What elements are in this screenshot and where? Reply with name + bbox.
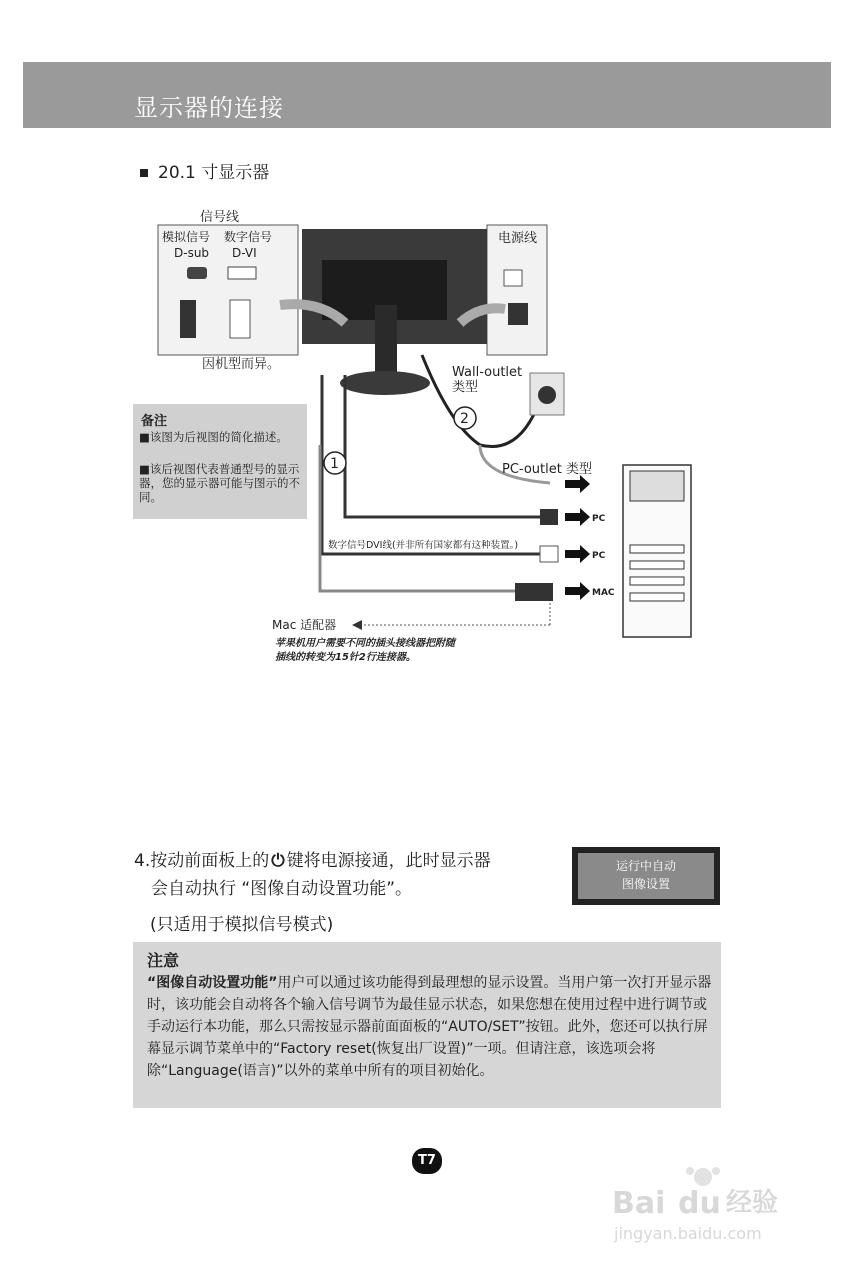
label-power-cord: 电源线 (498, 231, 538, 246)
label-dvi-note: 数字信号DVI线(并非所有国家都有这种装置。) (328, 540, 519, 551)
step-2-number: 2 (460, 411, 469, 427)
pc-slot-1 (630, 545, 684, 553)
watermark-brand-a: Bai (612, 1186, 666, 1221)
bullet-square-icon (140, 169, 148, 177)
wall-plug-icon (538, 386, 556, 404)
note-box-item: ■该图为后视图的简化描述。 (139, 430, 288, 444)
power-icon: ⏻ (271, 851, 285, 871)
caution-title: 注意 (147, 951, 180, 970)
osd-message-inner (578, 853, 714, 899)
pc-slot-4 (630, 593, 684, 601)
analog-only-note: (只适用于模拟信号模式) (150, 915, 334, 935)
step-4-line-1-b: 键将电源接通，此时显示器 (286, 851, 491, 871)
watermark-url: jingyan.baidu.com (614, 1224, 762, 1243)
pc-psu (630, 471, 684, 501)
note-box-item: ■该后视图代表普通型号的显示器，您的显示器可能与图示的不同。 (139, 462, 300, 504)
label-mac-adapter: Mac 适配器 (272, 618, 337, 632)
step-4-text (134, 847, 564, 903)
label-mac: MAC (592, 588, 615, 598)
mac-adapter-arrowhead (352, 620, 362, 630)
watermark-brand-b: du (678, 1186, 721, 1221)
label-digital-signal: 数字信号 (224, 230, 273, 244)
dsub-plug-icon (180, 300, 196, 338)
label-model-note: 因机型而异。 (202, 357, 281, 372)
paw-toe-icon (686, 1167, 694, 1175)
dvi-connector-icon (228, 267, 256, 279)
power-plug-icon (508, 303, 528, 325)
step-1-number: 1 (330, 456, 339, 472)
label-mac-note-2: 插线的转变为15针2行连接器。 (275, 652, 416, 663)
label-wall-outlet: Wall-outlet (452, 365, 523, 380)
arrow-pc-1 (565, 508, 590, 526)
label-pc-2: PC (592, 551, 606, 561)
section-bullet-text: 20.1 寸显示器 (158, 163, 270, 183)
baidu-watermark (608, 1165, 808, 1255)
label-type-1: 类型 (452, 380, 479, 395)
dvi-plug-icon (230, 300, 250, 338)
section-bullet (140, 158, 269, 183)
label-pc-1: PC (592, 514, 606, 524)
label-analog-signal: 模拟信号 (162, 230, 211, 244)
paw-icon (694, 1168, 712, 1186)
label-dvi: D-VI (232, 246, 257, 260)
step-4-line-2: 会自动执行 “图像自动设置功能”。 (151, 879, 413, 899)
watermark-brand-c: 经验 (726, 1188, 779, 1218)
osd-message-box (572, 847, 720, 905)
pc-slot-3 (630, 577, 684, 585)
caution-body (147, 972, 712, 1082)
step-4-line-1-a: 4.按动前面板上的 (134, 851, 270, 871)
dsub-connector-icon (187, 267, 207, 279)
label-dsub: D-sub (174, 246, 210, 260)
arrow-mac (565, 582, 590, 600)
label-pc-outlet: PC-outlet 类型 (502, 462, 592, 477)
page-number: T7 (412, 1148, 442, 1174)
signal-cable-panel (158, 225, 298, 355)
pc-slot-2 (630, 561, 684, 569)
label-mac-note-1: 苹果机用户需要不同的插头接线器把附随 (275, 638, 455, 649)
power-socket-icon (504, 270, 522, 286)
page-title: 显示器的连接 (134, 94, 284, 122)
pc-dsub-plug-icon (540, 509, 558, 525)
osd-line-2: 图像设置 (621, 877, 670, 891)
arrow-pc-power (565, 475, 590, 493)
arrow-pc-2 (565, 545, 590, 563)
paw-toe-icon (712, 1167, 720, 1175)
monitor-base (340, 371, 430, 395)
mac-adapter-icon (515, 583, 553, 601)
pc-dvi-plug-icon (540, 546, 558, 562)
label-signal-cable: 信号线 (200, 210, 240, 225)
caution-body-bold: “图像自动设置功能” (147, 975, 278, 991)
caution-box (133, 942, 721, 1108)
note-box (133, 404, 307, 519)
caution-body-text: 用户可以通过该功能得到最理想的显示设置。当用户第一次打开显示器时，该功能会自动将各个输入信号调节为最佳显示状态，如果您想在使用过程中进行调节或手动运行本功能，那么只需按显示器前面面板的“AUTO/SET”按钮。此外，您还可以执行屏幕显示调节菜单中的“Factory reset(恢复出厂设置)”一项。但请注意，该选项会将除“Language(语言)”以外的菜单中所有的项目初始化。 (147, 975, 712, 1079)
note-box-title: 备注 (141, 414, 168, 429)
osd-line-1: 运行中自动 (615, 859, 676, 873)
step-4-line-1 (134, 847, 564, 875)
